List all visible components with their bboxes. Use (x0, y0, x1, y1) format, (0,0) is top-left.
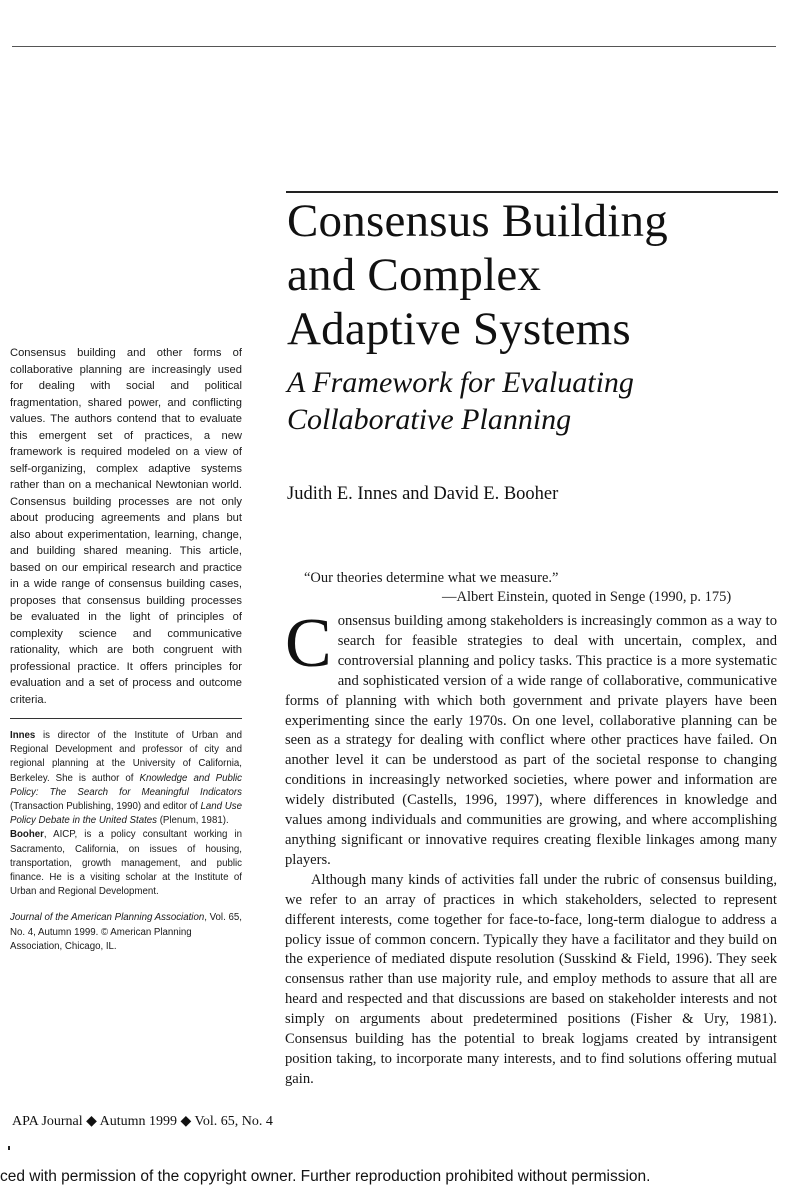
reproduction-notice: ced with permission of the copyright owner. Further reproduction prohibited without permission. (0, 1168, 651, 1185)
title-line-1: Consensus Building (287, 195, 668, 247)
footer-mark (8, 1146, 10, 1150)
bio-innes-book2: Land Use Policy Debate in the United States (10, 801, 242, 827)
epigraph-attribution: —Albert Einstein, quoted in Senge (1990, p. 175) (442, 589, 732, 605)
citation-journal: Journal of the American Planning Association (10, 912, 205, 924)
dropcap: C (285, 605, 332, 682)
running-footer: APA Journal ◆ Autumn 1999 ◆ Vol. 65, No. 4 (12, 1114, 273, 1129)
article-subtitle (287, 364, 787, 438)
paragraph-2: Although many kinds of activities fall under the rubric of consensus building, we refer to an array of practices in which stakeholders, selected to represent different interests, come together for face-to-face, long-term dialogue to address a policy issue of common concern. Typically they have a facilitator and they build on the experience of mediated dispute resolution (Susskind & Field, 1996). They seek consensus rather than use majority rule, and employ methods to assure that all are heard and respected and that discussions are based on stakeholder interests and not simply on arguments about predetermined positions (Fisher & Ury, 1981). Consensus building has the potential to break logjams created by intransigent position taking, to incorporate many interests, and to find solutions offering mutual gain. (285, 871, 777, 1087)
top-rule (12, 46, 776, 47)
sidebar-divider (10, 718, 242, 719)
body-text (285, 605, 777, 1090)
bio-innes-text3: (Plenum, 1981). (157, 815, 229, 827)
sidebar (10, 345, 242, 954)
epigraph-quote: “Our theories determine what we measure.” (304, 570, 559, 586)
paragraph-1 (285, 605, 777, 871)
bio-innes-book1: Knowledge and Public Policy: The Search for Meaningful Indicators (10, 772, 243, 798)
title-rule (286, 191, 778, 193)
authors: Judith E. Innes and David E. Booher (287, 484, 559, 504)
title-line-3: Adaptive Systems (287, 303, 631, 355)
bio-booher-text: , AICP, is a policy consultant working in Sacramento, California, on issues of housing, transportation, growth management, and public finance. He is a visiting scholar at the Institute of Urban and Regional Development. (10, 829, 242, 898)
subtitle-line-1: A Framework for Evaluating (287, 366, 634, 399)
author-bios (10, 729, 242, 899)
bio-booher-name: Booher (10, 829, 44, 841)
subtitle-line-2: Collaborative Planning (287, 403, 572, 436)
citation-rest: , Vol. 65, No. 4, Autumn 1999. © American Planning Association, Chicago, IL. (10, 912, 242, 952)
title-line-2: and Complex (287, 249, 542, 301)
citation (10, 911, 242, 954)
epigraph (304, 569, 764, 607)
bio-innes-name: Innes (10, 730, 36, 741)
bio-innes-text1: is director of the Institute of Urban and Regional Development and professor of city and regional planning at the University of California, Berkeley. She is author of (10, 730, 242, 784)
paragraph-1-text: onsensus building among stakeholders is increasingly common as a way to search for feasible strategies to deal with uncertain, complex, and controversial planning and policy tasks. This practice is a more systematic and sophisticated version of a wide range of collaborative, communicative forms of planning with which both government and private players have been experimenting since the early 1970s. On one level, collaborative planning can be seen as a strategy for dealing with conflict where other practices have failed. On another level it can be understood as part of the societal response to changing conditions in increasingly networked societies, where power and information are widely distributed (Castells, 1996, 1997), where differences in knowledge and values among individuals and communities are growing, and where accomplishing anything significant or innovative requires creating flexible linkages among many players. (285, 613, 777, 868)
article-title (287, 194, 787, 438)
bio-innes-text2: (Transaction Publishing, 1990) and editor of (10, 801, 201, 813)
abstract: Consensus building and other forms of collaborative planning are increasingly used for dealing with social and political fragmentation, shared power, and conflicting values. The authors contend that to evaluate this emergent set of practices, a new framework is required modeled on a view of self-organizing, complex adaptive systems rather than on a mechanical Newtonian world. Consensus building processes are not only about producing agreements and plans but also about experimentation, learning, change, and building shared meaning. This article, based on our empirical research and practice in a wide range of consensus building cases, proposes that consensus building processes be evaluated in the light of principles of complexity science and communicative rationality, which are both congruent with professional practice. It offers principles for evaluation and a set of process and outcome criteria. (10, 347, 242, 706)
